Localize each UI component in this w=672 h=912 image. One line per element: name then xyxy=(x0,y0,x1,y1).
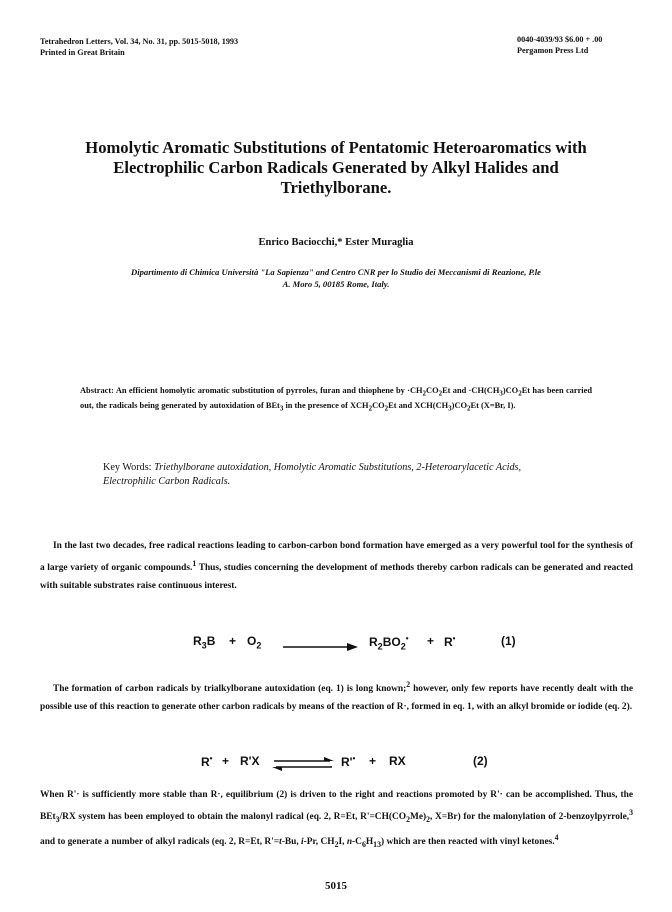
italic-prefix: i xyxy=(301,837,304,848)
affiliation-line-1: Dipartimento di Chimica Università "La Sapienza" and Centro CNR per lo Studio dei Meccanismi di Reazione, P.le xyxy=(131,267,541,277)
abstract-text: CO xyxy=(426,386,439,395)
paragraph-text: Me) xyxy=(409,812,427,823)
reference-marker: 3 xyxy=(629,808,633,817)
paragraph-text: H xyxy=(365,837,374,848)
abstract-text: Et and XCH(CH xyxy=(388,400,449,410)
subscript: 2 xyxy=(406,815,410,824)
abstract-text: CO xyxy=(372,400,385,410)
eq2-equilibrium-arrow xyxy=(272,757,334,771)
subscript: 3 xyxy=(448,404,452,413)
keywords xyxy=(103,461,573,489)
article-title: Homolytic Aromatic Substitutions of Pentatomic Heteroaromatics with Electrophilic Carbon Radicals Generated by Alkyl Halides and Triethylborane. xyxy=(85,138,587,197)
subscript: 3 xyxy=(55,815,60,824)
subscript: 2 xyxy=(518,389,522,398)
paragraph-text: and to generate a number of alkyl radicals (eq. 2, R=Et, R'= xyxy=(40,837,280,848)
eq1-oxygen: $O_2$ xyxy=(247,634,262,651)
subscript: 2 xyxy=(384,404,389,413)
abstract-text: )CO xyxy=(502,386,519,395)
journal-citation: Tetrahedron Letters, Vol. 34, No. 31, pp. 5015-5018, 1993 xyxy=(40,37,239,46)
eq1-plus: + xyxy=(229,634,237,648)
eq1-arrow xyxy=(283,643,358,651)
subscript: 13 xyxy=(373,840,381,849)
abstract-text: Et (X=Br, I). xyxy=(470,400,516,410)
publisher-header xyxy=(517,34,602,56)
abstract-text: An efficient homolytic aromatic substitution of pyrroles, furan and thiophene by ·CH xyxy=(113,386,423,395)
equation-1 xyxy=(0,634,672,654)
keywords-label: Key Words: xyxy=(103,462,155,473)
subscript: 2 xyxy=(334,840,339,849)
italic-prefix: t xyxy=(279,837,282,848)
paragraph-text: The formation of carbon radicals by trialkylborane autoxidation (eq. 1) is long known; xyxy=(53,684,407,695)
subscript: 2 xyxy=(426,815,431,824)
subscript: 2 xyxy=(422,389,427,398)
abstract-text: Et has been carried out, the radicals being generated by autoxidation of BEt xyxy=(80,386,592,410)
reference-marker: 4 xyxy=(554,833,559,842)
eq2-plus: + xyxy=(369,754,377,768)
subscript: 2 xyxy=(467,404,471,413)
paragraph-text: ) which are then reacted with vinyl ketones. xyxy=(381,837,555,848)
page-number: 5015 xyxy=(325,880,347,892)
paragraph-text: When R'· is sufficiently more stable than R·, equilibrium (2) is driven to the right and reactions promoted by R'· can be accomplished. Thus, the BEt xyxy=(40,790,633,823)
paragraph-text: -C xyxy=(352,837,362,848)
eq1-reactant-trialkylborane: $R_3B$ xyxy=(193,634,216,651)
printed-in: Printed in Great Britain xyxy=(40,48,125,57)
paragraph-text: , X=Br) for the malonylation of 2-benzoylpyrrole, xyxy=(430,812,630,823)
paragraph-text: -Bu, xyxy=(281,837,302,848)
eq2-alkyl-halide: R'X xyxy=(240,754,260,768)
subscript: 3 xyxy=(279,404,284,413)
paragraph-text: In the last two decades, free radical reactions leading to carbon-carbon bond formation have emerged as a very powerful tool for the synthesis of a large variety of organic compounds. xyxy=(40,541,633,574)
eq2-radical: R• xyxy=(201,754,213,769)
abstract-text: )CO xyxy=(451,400,468,410)
italic-prefix: n xyxy=(346,837,353,848)
eq1-plus: + xyxy=(427,634,435,648)
paragraph-text: I, xyxy=(338,837,347,848)
authors: Enrico Baciocchi,* Ester Muraglia xyxy=(258,237,414,248)
eq2-number: (2) xyxy=(473,754,488,768)
abstract-text: in the presence of XCH xyxy=(283,400,369,410)
paragraph-text: Thus, studies concerning the development of methods thereby carbon radicals can be generated and reacted with suitable substrates raise continuous interest. xyxy=(40,563,633,592)
paragraph-text: -Pr, CH xyxy=(303,837,335,848)
keywords-text: Triethylborane autoxidation, Homolytic Aromatic Substitutions, 2-Heteroarylacetic Acids, Electrophilic Carbon Radicals. xyxy=(103,462,522,487)
paragraph-text: /RX system has been employed to obtain the malonyl radical (eq. 2, R=Et, R'=CH(CO xyxy=(59,812,407,823)
eq1-radical: R• xyxy=(444,634,456,649)
paragraph-text: however, only few reports have recently dealt with the possible use of this reaction to generate other carbon radicals by means of the reaction of R·, formed in eq. 1, with an alkyl bromide or iodide (eq. 2). xyxy=(40,684,633,713)
paragraph-intro xyxy=(40,537,633,595)
abstract-text: Et and ·CH(CH xyxy=(442,386,500,395)
subscript: 6 xyxy=(361,840,366,849)
eq1-number: (1) xyxy=(501,634,516,648)
subscript: 3 xyxy=(499,389,503,398)
eq1-product-peroxyborane: $R_2BO_2^•$ xyxy=(369,634,409,652)
journal-header xyxy=(40,36,238,58)
affiliation-line-2: A. Moro 5, 00185 Rome, Italy. xyxy=(282,279,390,289)
subscript: 2 xyxy=(368,404,373,413)
abstract xyxy=(80,385,592,414)
eq2-product-halide: RX xyxy=(389,754,406,768)
eq2-plus: + xyxy=(222,754,230,768)
paragraph-borane xyxy=(40,676,633,716)
affiliation xyxy=(60,266,612,290)
subscript: 2 xyxy=(438,389,443,398)
paragraph-equilibrium xyxy=(40,786,633,854)
reference-marker: 1 xyxy=(192,559,197,568)
issn-price: 0040-4039/93 $6.00 + .00 xyxy=(517,35,603,44)
abstract-label: Abstract: xyxy=(80,386,114,395)
eq2-new-radical: R'• xyxy=(341,754,356,769)
reference-marker: 2 xyxy=(406,680,411,689)
equation-2 xyxy=(0,752,672,776)
publisher: Pergamon Press Ltd xyxy=(517,46,589,55)
